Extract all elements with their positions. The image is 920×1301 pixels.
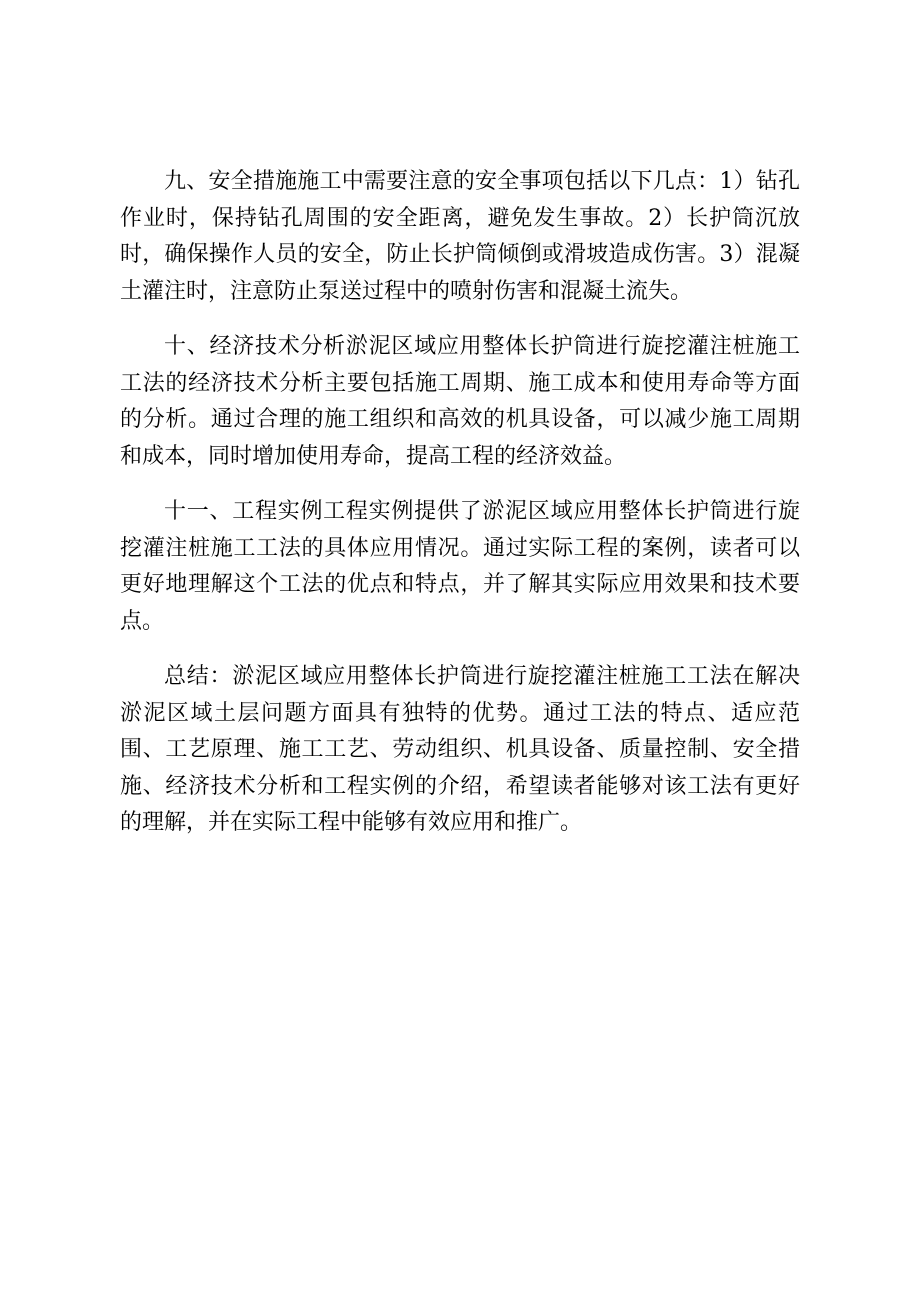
document-body — [120, 164, 800, 861]
paragraph-engineering-example: 十一、工程实例工程实例提供了淤泥区域应用整体长护筒进行旋挖灌注桩施工工法的具体应用情况。通过实际工程的案例，读者可以更好地理解这个工法的优点和特点，并了解其实际应用效果和技术要点。 — [120, 499, 800, 634]
paragraph-summary: 总结：淤泥区域应用整体长护筒进行旋挖灌注桩施工工法在解决淤泥区域土层问题方面具有独特的优势。通过工法的特点、适应范围、工艺原理、施工工艺、劳动组织、机具设备、质量控制、安全措施、经济技术分析和工程实例的介绍，希望读者能够对该工法有更好的理解，并在实际工程中能够有效应用和推广。 — [120, 664, 800, 835]
paragraph-safety-measures: 九、安全措施施工中需要注意的安全事项包括以下几点：1）钻孔作业时，保持钻孔周围的安全距离，避免发生事故。2）长护筒沉放时，确保操作人员的安全，防止长护筒倾倒或滑坡造成伤害。3）混凝土灌注时，注意防止泵送过程中的喷射伤害和混凝土流失。 — [120, 169, 800, 304]
paragraph-economic-analysis: 十、经济技术分析淤泥区域应用整体长护筒进行旋挖灌注桩施工工法的经济技术分析主要包括施工周期、施工成本和使用寿命等方面的分析。通过合理的施工组织和高效的机具设备，可以减少施工周期和成本，同时增加使用寿命，提高工程的经济效益。 — [120, 334, 800, 469]
